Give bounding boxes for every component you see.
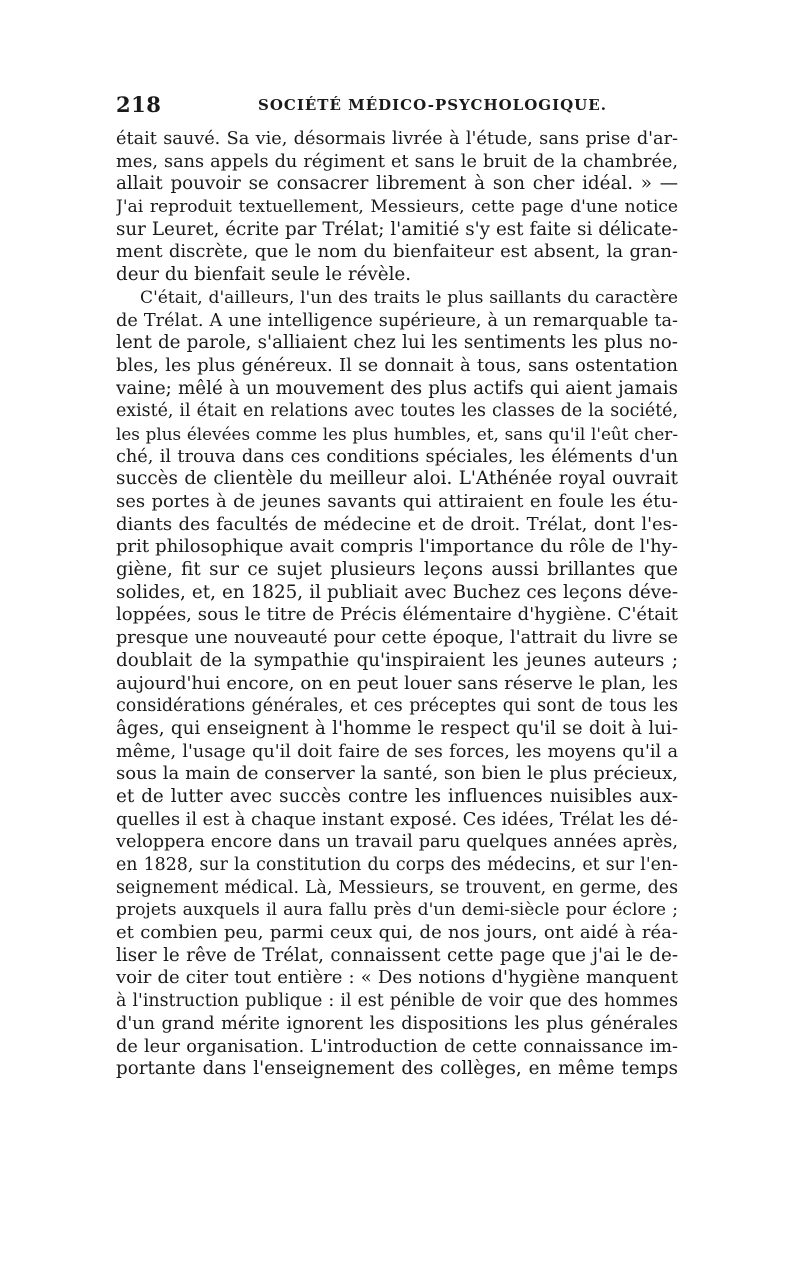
- text-line: et combien peu, parmi ceux qui, de nos jours, ont aidé à réa-: [116, 922, 678, 944]
- text-line: liser le rêve de Trélat, connaissent cette page que j'ai le de-: [116, 944, 678, 966]
- text-line: aujourd'hui encore, on en peut louer sans réserve le plan, les: [116, 672, 678, 694]
- text-line: prit philosophique avait compris l'importance du rôle de l'hy-: [116, 536, 678, 558]
- text-line: de Trélat. A une intelligence supérieure, à un remarquable ta-: [116, 310, 678, 331]
- text-line: en 1828, sur la constitution du corps des médecins, et sur l'en-: [116, 855, 678, 875]
- text-line: les plus élevées comme les plus humbles, et, sans qu'il l'eût cher-: [116, 423, 678, 444]
- page-number: 218: [116, 92, 162, 117]
- text-line: loppées, sous le titre de Précis élémentaire d'hygiène. C'était: [116, 604, 678, 626]
- text-line: solides, et, en 1825, il publiait avec Buchez ces leçons déve-: [116, 581, 678, 603]
- text-line: ses portes à de jeunes savants qui attiraient en foule les étu-: [116, 491, 678, 512]
- text-line: doublait de la sympathie qu'inspiraient les jeunes auteurs ;: [116, 649, 678, 671]
- text-line: diants des facultés de médecine et de droit. Trélat, dont l'es-: [116, 513, 678, 535]
- text-line: voir de citer tout entière : « Des notions d'hygiène manquent: [116, 967, 678, 989]
- running-title: SOCIÉTÉ MÉDICO-PSYCHOLOGIQUE.: [258, 96, 607, 114]
- text-line: âges, qui enseignent à l'homme le respect qu'il se doit à lui-: [116, 717, 678, 739]
- text-line: seignement médical. Là, Messieurs, se trouvent, en germe, des: [116, 877, 678, 898]
- page-header: [116, 92, 678, 122]
- text-line: bles, les plus généreux. Il se donnait à tous, sans ostentation: [116, 354, 678, 376]
- text-line: existé, il était en relations avec toutes les classes de la société,: [116, 401, 678, 422]
- text-line: giène, fit sur ce sujet plusieurs leçons aussi brillantes que: [116, 559, 678, 581]
- text-line: C'était, d'ailleurs, l'un des traits le plus saillants du caractère: [140, 287, 678, 308]
- text-line: à l'instruction publique : il est pénible de voir que des hommes: [116, 991, 678, 1012]
- text-line: d'un grand mérite ignorent les dispositions les plus générales: [116, 1013, 678, 1034]
- text-line: et de lutter avec succès contre les influences nuisibles aux-: [116, 785, 678, 807]
- text-line: lent de parole, s'alliaient chez lui les sentiments les plus no-: [116, 332, 678, 354]
- body-text: [116, 128, 678, 1081]
- text-line: vaine; mêlé à un mouvement des plus actifs qui aient jamais: [116, 377, 678, 399]
- text-line: deur du bienfait seule le révèle.: [116, 264, 412, 286]
- text-line: allait pouvoir se consacrer librement à son cher idéal. » —: [116, 173, 678, 195]
- text-line: de leur organisation. L'introduction de cette connaissance im-: [116, 1036, 678, 1057]
- text-line: J'ai reproduit textuellement, Messieurs, cette page d'une notice: [116, 197, 678, 218]
- text-line: ché, il trouva dans ces conditions spéciales, les éléments d'un: [116, 446, 678, 467]
- text-line: considérations générales, et ces préceptes qui sont de tous les: [116, 696, 678, 717]
- text-line: projets auxquels il aura fallu près d'un demi-siècle pour éclore ;: [116, 900, 678, 921]
- text-line: sur Leuret, écrite par Trélat; l'amitié s'y est faite si délicate-: [116, 218, 678, 240]
- text-line: succès de clientèle du meilleur aloi. L'Athénée royal ouvrait: [116, 468, 678, 490]
- text-line: portante dans l'enseignement des collèges, en même temps: [116, 1058, 678, 1080]
- text-line: mes, sans appels du régiment et sans le bruit de la chambrée,: [116, 151, 678, 172]
- text-line: était sauvé. Sa vie, désormais livrée à l'étude, sans prise d'ar-: [116, 129, 678, 149]
- text-line: même, l'usage qu'il doit faire de ses forces, les moyens qu'il a: [116, 741, 678, 762]
- text-line: presque une nouveauté pour cette époque, l'attrait du livre se: [116, 628, 678, 649]
- text-line: quelles il est à chaque instant exposé. Ces idées, Trélat les dé-: [116, 809, 678, 830]
- text-line: sous la main de conserver la santé, son bien le plus précieux,: [116, 763, 678, 785]
- text-line: ment discrète, que le nom du bienfaiteur est absent, la gran-: [116, 241, 678, 263]
- text-line: veloppera encore dans un travail paru quelques années après,: [116, 832, 678, 853]
